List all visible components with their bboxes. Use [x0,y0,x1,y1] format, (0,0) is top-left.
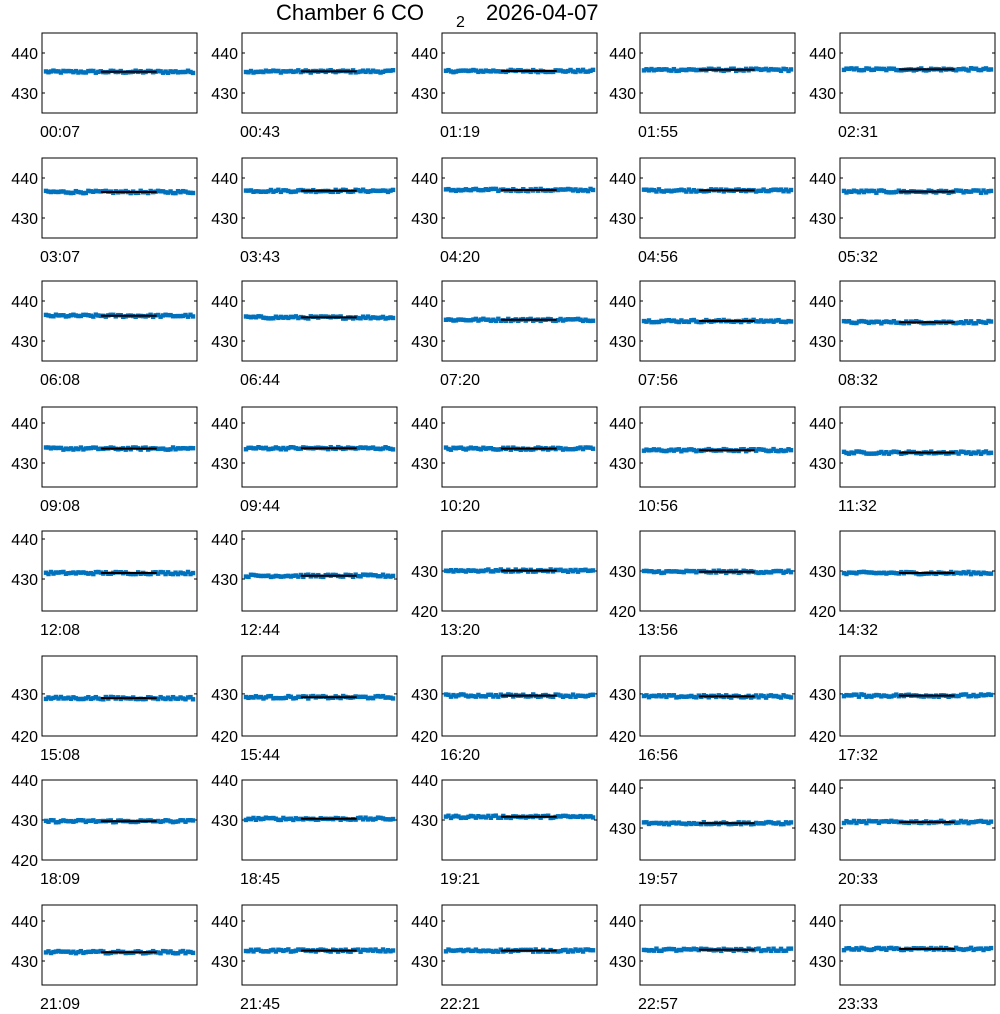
panel-1356 [609,531,795,639]
y-tick-label: 430 [211,954,238,971]
y-tick-label: 430 [411,564,438,581]
y-tick-label: 430 [211,334,238,351]
data-point [989,189,993,193]
panel-1957 [609,780,795,888]
data-point [989,67,993,71]
panel-frame [640,780,795,860]
y-tick-label: 430 [809,211,836,228]
panel-0756 [609,281,795,389]
panel-1544 [211,656,397,764]
panel-0307 [11,158,197,266]
y-tick-label: 420 [411,729,438,746]
panel-time-label: 21:09 [40,996,81,1013]
panel-2033 [809,780,995,888]
y-tick-label: 430 [609,954,636,971]
y-tick-label: 430 [211,211,238,228]
data-point [989,819,993,823]
y-tick-label: 440 [809,416,836,433]
y-tick-label: 430 [411,211,438,228]
y-tick-label: 440 [411,773,438,790]
data-point [391,188,395,192]
panel-time-label: 04:56 [638,249,679,266]
data-point [191,571,195,575]
y-tick-label: 430 [211,813,238,830]
title-main-text: Chamber 6 CO [276,0,424,25]
data-point [989,319,993,323]
y-tick-label: 420 [411,604,438,621]
data-point [191,191,195,195]
data-point [789,67,793,71]
y-tick-label: 430 [809,564,836,581]
data-point [789,946,793,950]
y-tick-label: 440 [211,46,238,63]
panel-time-label: 01:19 [440,124,481,141]
panel-2221 [411,905,597,1013]
panel-0832 [809,281,995,389]
data-point [989,946,993,950]
y-tick-label: 440 [211,914,238,931]
y-tick-label: 430 [809,334,836,351]
y-tick-label: 440 [411,416,438,433]
data-point [989,451,993,455]
panel-time-label: 19:57 [638,871,679,888]
y-tick-label: 440 [211,773,238,790]
data-point [391,574,395,578]
panel-time-label: 22:21 [440,996,481,1013]
y-tick-label: 430 [609,211,636,228]
panel-0608 [11,281,197,389]
y-tick-label: 440 [411,46,438,63]
y-tick-label: 440 [11,171,38,188]
panel-time-label: 17:32 [838,747,879,764]
panel-time-label: 21:45 [240,996,281,1013]
panel-1432 [809,531,995,639]
y-tick-label: 420 [211,729,238,746]
panel-time-label: 00:07 [40,124,81,141]
data-point [391,696,395,700]
panel-frame [640,158,795,238]
data-point [391,68,395,72]
y-tick-label: 420 [809,604,836,621]
y-tick-label: 440 [809,781,836,798]
y-tick-label: 430 [411,86,438,103]
panel-frame [840,33,995,113]
data-point [789,695,793,699]
y-tick-label: 440 [11,773,38,790]
data-point [591,568,595,572]
data-point [789,570,793,574]
panel-0343 [211,158,397,266]
y-tick-label: 440 [211,294,238,311]
panel-0007 [11,33,197,141]
y-tick-label: 440 [211,171,238,188]
panel-time-label: 03:07 [40,249,81,266]
y-tick-label: 430 [11,86,38,103]
y-tick-label: 430 [211,686,238,704]
y-tick-label: 430 [411,334,438,351]
panel-time-label: 09:08 [40,498,81,515]
data-point [591,68,595,72]
y-tick-label: 420 [809,729,836,746]
data-point [391,316,395,320]
panel-2333 [809,905,995,1013]
panel-frame [242,905,397,985]
y-tick-label: 430 [411,456,438,473]
y-tick-label: 440 [609,914,636,931]
y-tick-label: 440 [11,416,38,433]
y-tick-label: 430 [809,821,836,838]
panel-0532 [809,158,995,266]
panel-time-label: 07:20 [440,372,481,389]
y-tick-label: 440 [609,781,636,798]
panel-frame [242,158,397,238]
data-point [191,446,195,450]
panel-frame [840,407,995,487]
data-point [591,188,595,192]
y-tick-label: 440 [809,171,836,188]
panel-time-label: 13:20 [440,622,481,639]
panel-time-label: 20:33 [838,871,879,888]
panel-time-label: 00:43 [240,124,281,141]
y-tick-label: 430 [609,456,636,473]
panel-time-label: 13:56 [638,622,679,639]
y-tick-label: 430 [11,456,38,473]
panel-0420 [411,158,597,266]
y-tick-label: 420 [11,729,38,746]
y-tick-label: 440 [211,416,238,433]
panel-time-label: 14:32 [838,622,879,639]
panel-0043 [211,33,397,141]
y-tick-label: 430 [809,954,836,971]
y-tick-label: 430 [809,456,836,473]
panel-1732 [809,656,995,764]
panel-0644 [211,281,397,389]
y-tick-label: 440 [411,171,438,188]
y-tick-label: 430 [411,954,438,971]
title-subscript-text: 2 [456,14,465,31]
y-tick-label: 430 [11,572,38,589]
panel-time-label: 15:44 [240,747,281,764]
data-point [591,815,595,819]
panel-1208 [11,531,197,639]
panel-0155 [609,33,795,141]
y-tick-label: 430 [211,86,238,103]
y-tick-label: 420 [609,604,636,621]
y-tick-label: 440 [11,46,38,63]
data-point [789,820,793,824]
data-point [591,319,595,323]
panel-frame [840,158,995,238]
y-tick-label: 430 [609,564,636,581]
y-tick-label: 430 [411,813,438,830]
panel-2145 [211,905,397,1013]
panel-time-label: 01:55 [638,124,679,141]
panel-0720 [411,281,597,389]
panel-frame [42,158,197,238]
y-tick-label: 430 [609,334,636,351]
data-point [391,817,395,821]
data-point [789,319,793,323]
data-point [591,948,595,952]
y-tick-label: 430 [809,86,836,103]
panel-time-label: 18:09 [40,871,81,888]
panel-frame [640,905,795,985]
panel-time-label: 10:20 [440,498,481,515]
panel-1508 [11,656,197,764]
y-tick-label: 430 [211,572,238,589]
panel-frame [442,905,597,985]
y-tick-label: 440 [211,532,238,549]
y-tick-label: 440 [11,294,38,311]
panel-frame [42,905,197,985]
panel-time-label: 06:08 [40,372,81,389]
panel-time-label: 06:44 [240,372,281,389]
data-point [789,448,793,452]
y-tick-label: 440 [809,914,836,931]
panel-time-label: 04:20 [440,249,481,266]
panel-1809 [11,773,197,888]
panel-1656 [609,656,795,764]
y-tick-label: 440 [609,294,636,311]
panel-time-label: 10:56 [638,498,679,515]
panel-0908 [11,407,197,515]
y-tick-label: 440 [11,532,38,549]
data-point [191,951,195,955]
panel-1320 [411,531,597,639]
panel-frame [42,281,197,361]
panel-1020 [411,407,597,515]
y-tick-label: 440 [411,914,438,931]
y-tick-label: 440 [609,46,636,63]
panel-frame [242,281,397,361]
panel-0231 [809,33,995,141]
y-tick-label: 420 [11,853,38,870]
panel-frame [640,33,795,113]
panel-time-label: 15:08 [40,747,81,764]
panel-time-label: 22:57 [638,996,679,1013]
panel-time-label: 12:44 [240,622,281,639]
y-tick-label: 430 [609,821,636,838]
y-tick-label: 440 [809,294,836,311]
y-tick-label: 430 [11,954,38,971]
y-tick-label: 440 [609,171,636,188]
data-point [591,447,595,451]
title-date-text: 2026-04-07 [486,0,599,25]
panel-time-label: 19:21 [440,871,481,888]
panel-2257 [609,905,795,1013]
y-tick-label: 430 [11,334,38,351]
panel-1244 [211,531,397,639]
y-tick-label: 440 [11,914,38,931]
y-tick-label: 430 [11,211,38,228]
data-point [191,697,195,701]
panel-1620 [411,656,597,764]
y-tick-label: 430 [411,686,438,704]
panel-time-label: 16:20 [440,747,481,764]
panel-2109 [11,905,197,1013]
panel-0944 [211,407,397,515]
y-tick-label: 430 [11,686,38,704]
y-tick-label: 430 [609,86,636,103]
data-point [789,188,793,192]
y-tick-label: 420 [609,729,636,746]
panel-1132 [809,407,995,515]
data-point [989,571,993,575]
y-tick-label: 440 [411,294,438,311]
panel-frame [840,905,995,985]
y-tick-label: 430 [211,456,238,473]
panel-0456 [609,158,795,266]
panel-time-label: 18:45 [240,871,281,888]
panel-time-label: 23:33 [838,996,879,1013]
panel-time-label: 11:32 [838,498,877,515]
data-point [391,447,395,451]
data-point [591,693,595,697]
y-tick-label: 440 [609,416,636,433]
panel-1056 [609,407,795,515]
panel-1845 [211,773,397,888]
y-tick-label: 430 [11,813,38,830]
panel-0119 [411,33,597,141]
panel-frame [442,158,597,238]
data-point [191,818,195,822]
data-point [191,71,195,75]
panel-time-label: 09:44 [240,498,281,515]
panel-frame [242,531,397,611]
panel-time-label: 02:31 [838,124,879,141]
panel-time-label: 12:08 [40,622,81,639]
panel-time-label: 03:43 [240,249,281,266]
data-point [191,314,195,318]
panel-time-label: 08:32 [838,372,879,389]
panel-time-label: 05:32 [838,249,879,266]
y-tick-label: 430 [609,686,636,704]
y-tick-label: 430 [809,686,836,704]
panel-time-label: 07:56 [638,372,679,389]
data-point [989,693,993,697]
panel-time-label: 16:56 [638,747,679,764]
panel-1921 [411,773,597,888]
data-point [391,948,395,952]
y-tick-label: 440 [809,46,836,63]
